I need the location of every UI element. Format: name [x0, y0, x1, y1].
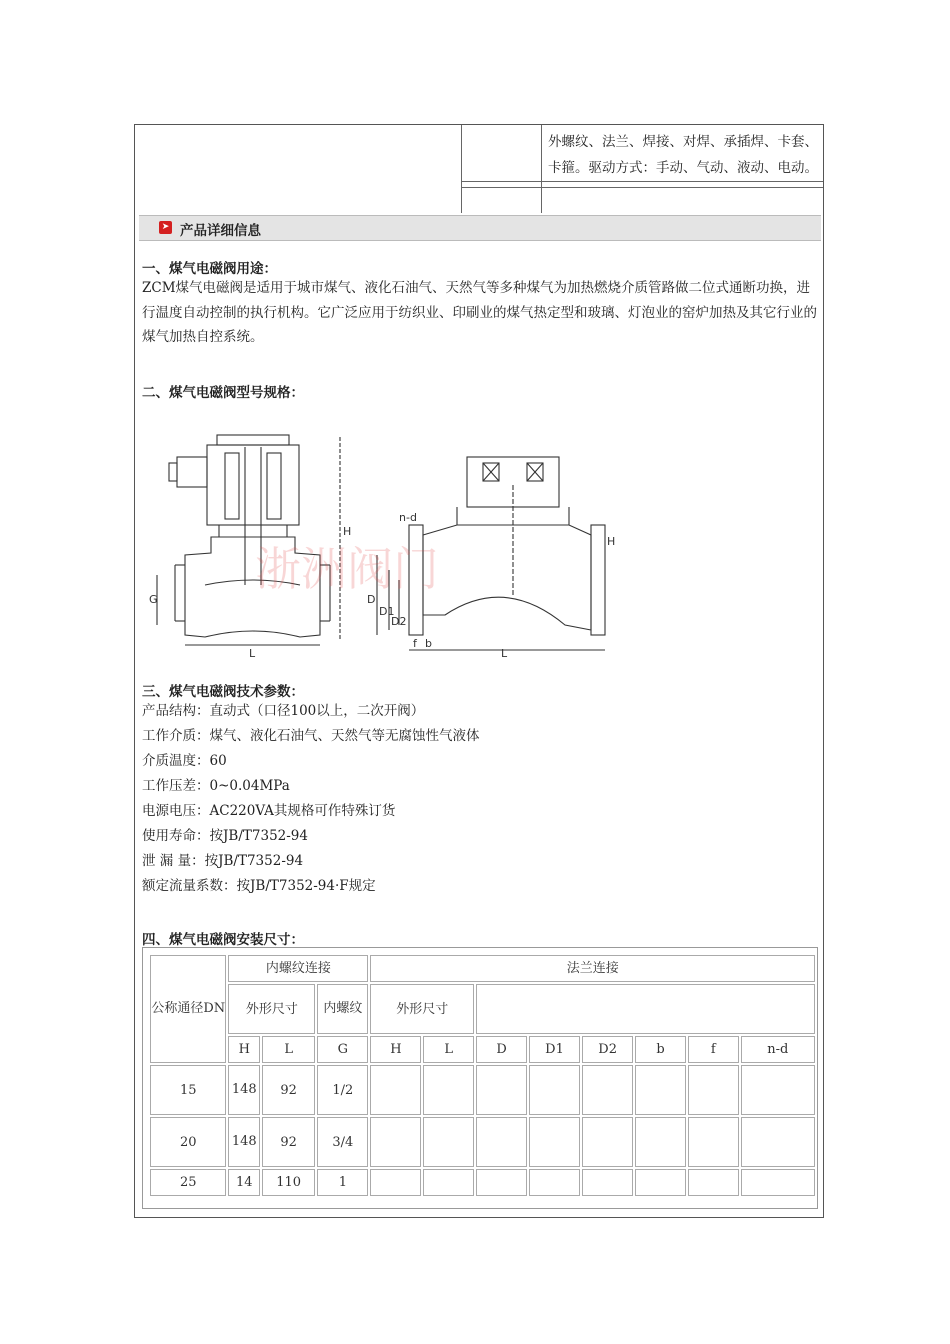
param-medium: 工作介质：煤气、液化石油气、天然气等无腐蚀性气液体: [142, 728, 480, 744]
flange-outer-size-header: 外形尺寸: [370, 984, 474, 1034]
col-h: H: [228, 1036, 260, 1063]
param-flow: 额定流量系数：按JB/T7352-94·F规定: [142, 878, 376, 894]
outer-size-header: 外形尺寸: [228, 984, 315, 1034]
param-pressure: 工作压差：0~0.04MPa: [142, 778, 290, 794]
col-l: L: [262, 1036, 315, 1063]
label-b: b: [425, 637, 432, 650]
label-f: f: [413, 637, 417, 650]
col-d: D: [476, 1036, 527, 1063]
param-leakage: 泄 漏 量：按JB/T7352-94: [142, 853, 304, 869]
row-dn: 25: [150, 1169, 226, 1196]
label-l-right: L: [501, 647, 508, 660]
param-voltage: 电源电压：AC220VA其规格可作特殊订货: [142, 803, 396, 819]
label-h-right: H: [607, 535, 615, 548]
row-g: 3/4: [317, 1117, 368, 1167]
row-h: 148: [228, 1117, 260, 1167]
col-b: b: [635, 1036, 686, 1063]
flange-blank-header: [476, 984, 815, 1034]
install-heading: 四、煤气电磁阀安装尺寸：: [142, 932, 304, 948]
row-dn: 15: [150, 1065, 226, 1115]
label-g: G: [149, 593, 158, 606]
row-dn: 20: [150, 1117, 226, 1167]
row-h: 14: [228, 1169, 260, 1196]
flange-header: 法兰连接: [370, 955, 815, 982]
product-detail-bar: [139, 215, 821, 241]
label-d1: D1: [379, 605, 395, 618]
row-l: 110: [262, 1169, 315, 1196]
params-heading: 三、煤气电磁阀技术参数：: [142, 684, 304, 700]
row-h: 148: [228, 1065, 260, 1115]
table-row: [150, 1169, 815, 1196]
valve-diagram: [145, 425, 615, 660]
table-row: [150, 1117, 815, 1167]
inner-thread-header: 内螺纹: [317, 984, 368, 1034]
install-dimension-table: [142, 947, 818, 1209]
spec-table-fragment: [135, 125, 823, 213]
col-flange-h: H: [370, 1036, 421, 1063]
col-g: G: [317, 1036, 368, 1063]
usage-text: ZCM煤气电磁阀是适用于城市煤气、液化石油气、天然气等多种煤气为加热燃烧介质管路做二位式通断功换，进行温度自动控制的执行机构。它广泛应用于纺织业、印刷业的煤气热定型和玻璃、灯泡业的窑炉加热及其它行业的煤气加热自控系统。: [142, 280, 817, 345]
row-l: 92: [262, 1065, 315, 1115]
label-d2: D2: [391, 615, 407, 628]
param-temperature: 介质温度：60: [142, 753, 227, 769]
dn-header: 公称通径DN: [150, 955, 226, 1063]
usage-heading: 一、煤气电磁阀用途：: [142, 261, 277, 277]
label-nd: n-d: [399, 511, 417, 524]
label-h-left: H: [343, 525, 352, 538]
param-structure: 产品结构：直动式（口径100以上，二次开阀）: [142, 703, 425, 719]
model-heading: 二、煤气电磁阀型号规格：: [142, 385, 304, 401]
col-f: f: [688, 1036, 739, 1063]
content-frame: [134, 124, 824, 1218]
arrow-icon: ➤: [159, 221, 172, 234]
table-row: [150, 1065, 815, 1115]
row-l: 92: [262, 1117, 315, 1167]
row-g: 1: [317, 1169, 368, 1196]
threaded-header: 内螺纹连接: [228, 955, 368, 982]
product-detail-title: 产品详细信息: [180, 223, 261, 239]
col-d1: D1: [529, 1036, 580, 1063]
row-g: 1/2: [317, 1065, 368, 1115]
connection-types-text: 外螺纹、法兰、焊接、对焊、承插焊、卡套、卡箍。驱动方式：手动、气动、液动、电动。: [548, 134, 818, 176]
col-nd: n-d: [741, 1036, 815, 1063]
param-life: 使用寿命：按JB/T7352-94: [142, 828, 308, 844]
watermark: 浙洲阀门: [255, 542, 439, 596]
col-flange-l: L: [423, 1036, 474, 1063]
label-l-left: L: [249, 647, 256, 660]
label-d: D: [367, 593, 376, 606]
col-d2: D2: [582, 1036, 633, 1063]
